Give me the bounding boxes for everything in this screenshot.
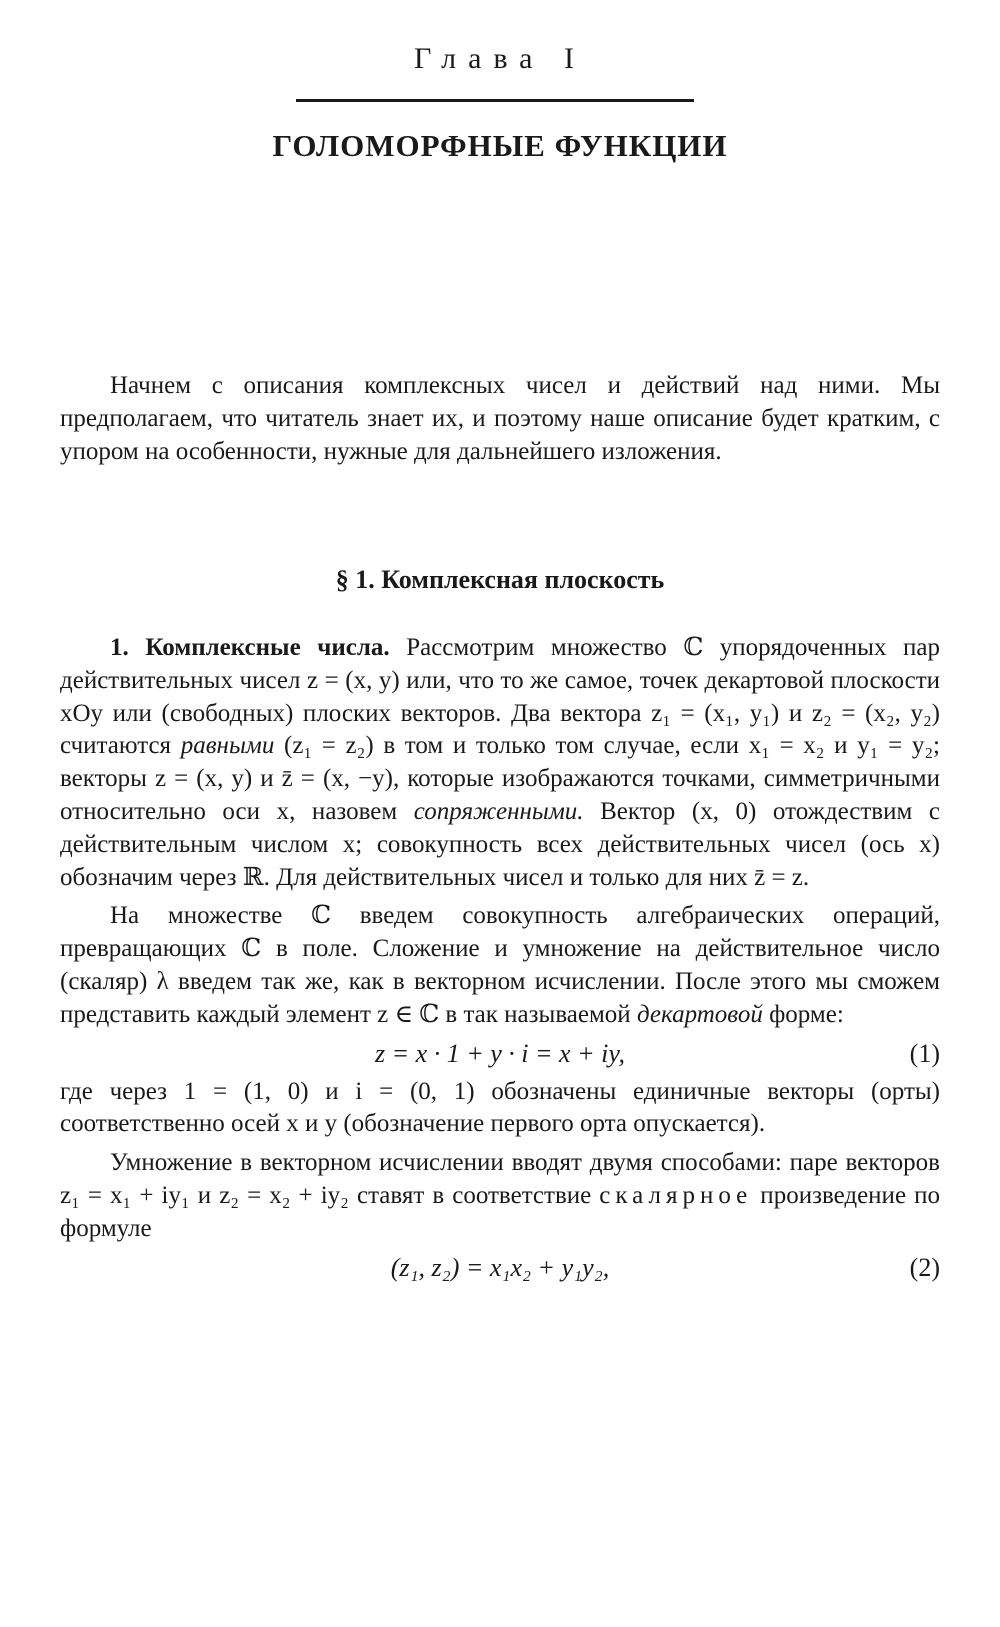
term-conjugate: сопряженными. [413,797,584,825]
chapter-title: ГОЛОМОРФНЫЕ ФУНКЦИИ [272,128,728,163]
run-in-heading: 1. Комплексные числа. [110,634,390,661]
term-equal: равными [180,732,275,760]
paragraph-multiplication [60,1147,940,1245]
paragraph-unit-vectors: где через 1 = (1, 0) и i = (0, 1) обозначены единичные векторы (орты) соответственно осей x и y (обозначение первого орта опускается). [60,1077,940,1138]
section-heading: § 1. Комплексная плоскость [335,565,665,594]
term-scalar: скалярное [599,1181,753,1209]
intro-block [60,370,940,468]
paragraph-complex-numbers [60,632,940,894]
formula-1 [60,1032,940,1076]
paragraph-text: Рассмотрим множество ℂ упорядоченных пар действительных чисел z = (x, y) или, что то же самое, точек декартовой плоскости xOy или (свободных) плоских векторов. Два вектора z₁ = (x₁, y₁) и z₂ = (x₂, y₂) считаются [60,634,941,760]
paragraph-text: Умножение в векторном исчислении вводят двумя способами: паре векторов z₁ = x₁ + iy₁ и z₂ = x₂ + iy₂ ставят в соответствие [60,1149,940,1209]
chapter-label: Глава I [414,42,586,75]
formula-number: (2) [909,1252,940,1282]
paragraph-field-operations [60,900,940,1031]
formula-2 [60,1246,940,1290]
formula-number: (1) [909,1038,940,1068]
formula-expression: (z₁, z₂) = x₁x₂ + y₁y₂, [390,1252,610,1282]
term-cartesian: декартовой [636,1000,763,1028]
paragraph-text: форме: [762,1000,844,1028]
paragraph-text: На множестве ℂ введем совокупность алгебраических операций, превращающих ℂ в поле. Сложение и умножение на действительное число (скаляр) λ введем так же, как в векторном исчислении. После этого мы сможем представить каждый элемент z ∈ ℂ в так называемой [60,902,940,1028]
paragraph-text: (z₁ = z₂) в том и только том случае, если x₁ = x₂ и y₁ = y₂; векторы z = (x, y) и z̄ = (x, −y), которые изображаются точками, симметричными относительно оси x, назовем [60,732,940,825]
paragraph-text: Вектор (x, 0) отождествим с действительным числом x; совокупность всех действительных чисел (ось x) обозначим через ℝ. Для действительных чисел и только для них z̄ = z. [60,797,940,891]
chapter-divider [296,99,694,102]
main-text [60,632,940,1290]
formula-expression: z = x · 1 + y · i = x + iy, [375,1038,625,1068]
paragraph-text: произведение по формуле [60,1181,940,1242]
intro-paragraph: Начнем с описания комплексных чисел и действий над ними. Мы предполагаем, что читатель знает их, и поэтому наше описание будет кратким, с упором на особенности, нужные для дальнейшего изложения. [60,372,940,465]
